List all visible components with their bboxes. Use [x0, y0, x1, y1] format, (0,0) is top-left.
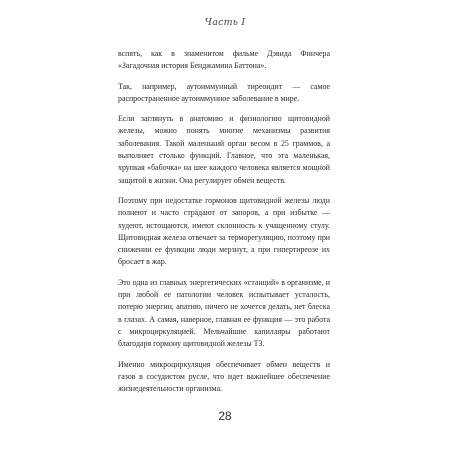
paragraph-4: Поэтому при недостатке гормонов щитовидной железы люди полнеют и часто страдают от запоров, а при избытке — худеют, истощаются, имеют склонность к учащенному стулу. Щитовидная железа отвечает за терморегуляцию, поэтому при снижении ее функции люди мерзнут, а при гипертиреозе их бросает в жар.: [118, 195, 330, 267]
paragraph-5: Это одна из главных энергетических «станций» в организме, и при любой ее патологии человек испытывает усталость, потерю энергии, апатию, ничего не хочется делать, нет блеска в глазах. А самая, наверное, главная ее функция — это работа с микроциркуляцией. Мельчайшие капилляры работают благодаря гормону щитовидной железы Т3.: [118, 277, 330, 349]
page-number: 28: [218, 409, 232, 423]
paragraph-6: Именно микроциркуляция обеспечивает обмен веществ и газов в сосудистом русле, что идет важнейшее обеспечение жизнедеятельности организма.: [118, 359, 330, 394]
paragraph-3: Если заглянуть в анатомию и физиологию щитовидной железы, можно понять многие механизмы развития заболевания. Такой маленький орган весом в 25 граммов, а выполняет столько функций. Главное, что эта маленькая, хрупкая «бабочка» на шее каждого человека является мощной защитой в жизни. Она регулирует обмен веществ.: [118, 114, 330, 185]
paragraph-2: Так, например, аутоиммунный тиреоидит — самое распространенное аутоиммунное заболевание в мире.: [118, 81, 330, 103]
running-header: Часть I: [204, 17, 246, 28]
body-text: [118, 48, 330, 403]
paragraph-1: вспять, как в знаменитом фильме Дэвида Финчера «Загадочная история Бенджамина Баттона».: [118, 49, 330, 71]
